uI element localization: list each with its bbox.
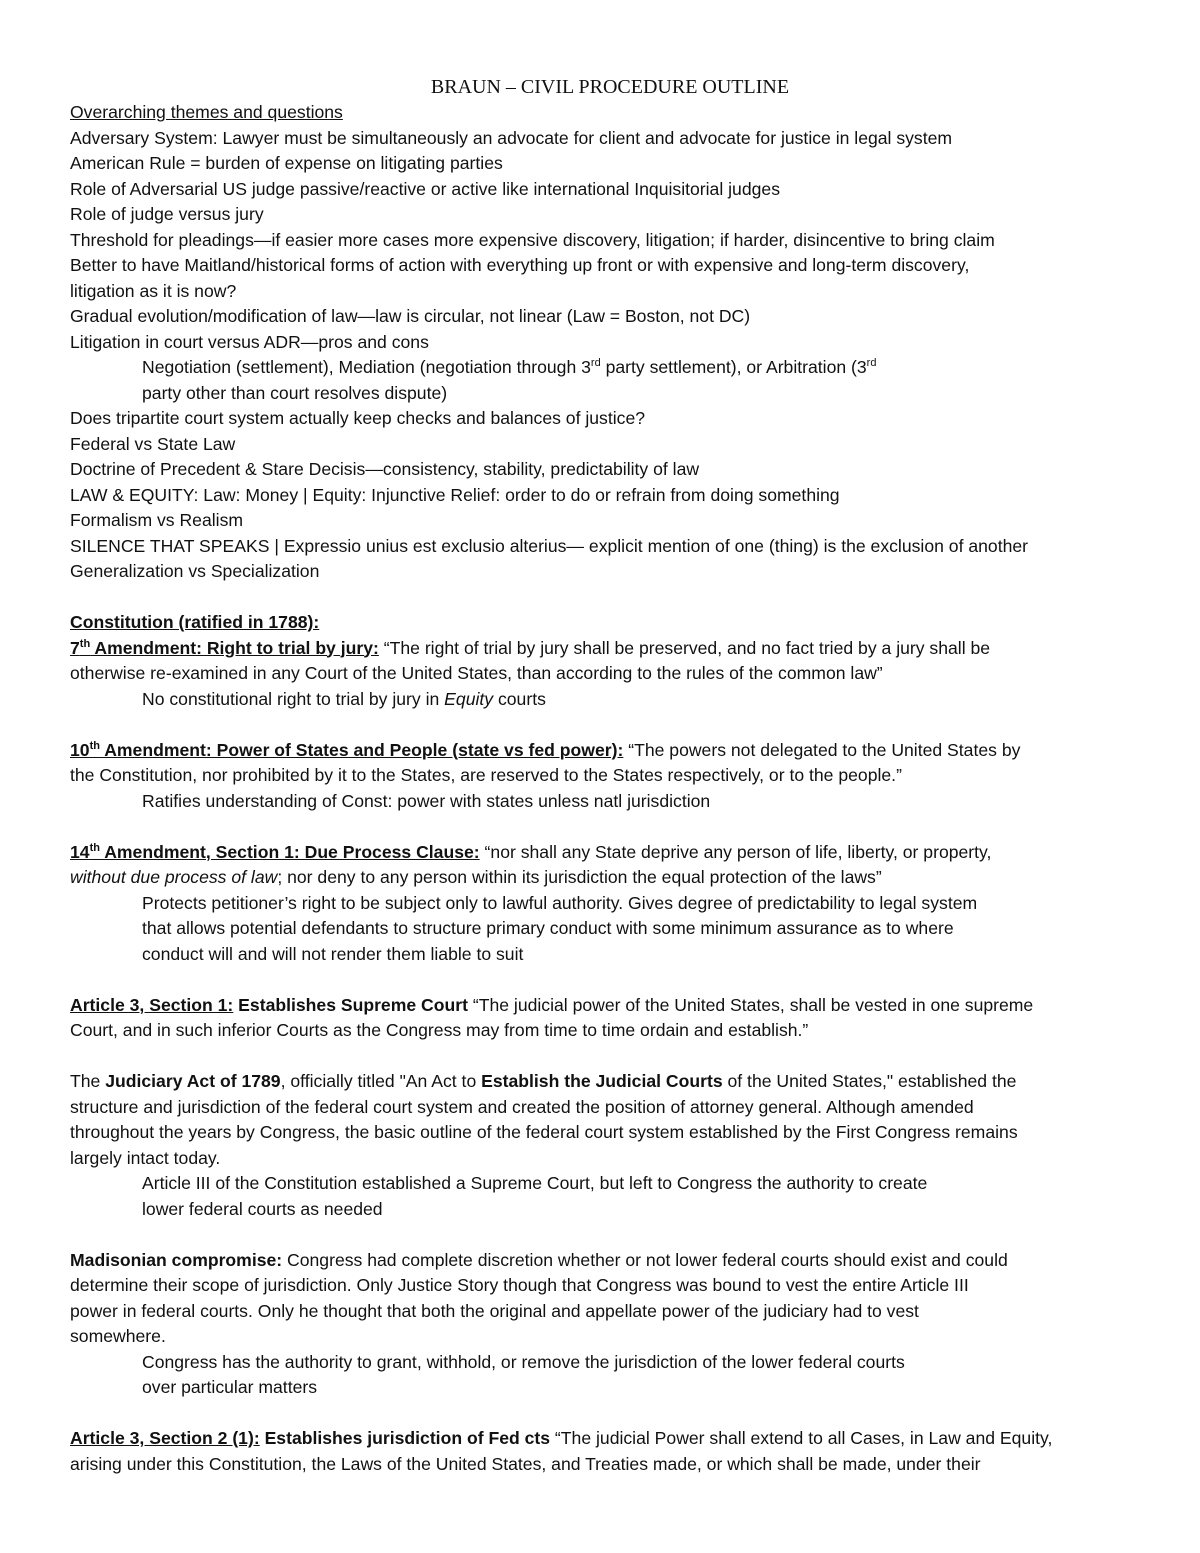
amendment-7-label [70, 638, 379, 658]
superscript: th [89, 739, 100, 752]
text-run: of the United States," established the [722, 1071, 1017, 1091]
bold-text: Establishes jurisdiction of Fed cts [259, 1428, 551, 1448]
text-run: ; nor deny to any person within its jurisdiction the equal protection of the laws” [277, 867, 882, 887]
ordinal-number: 7 [70, 637, 80, 658]
theme-line: LAW & EQUITY: Law: Money | Equity: Injunctive Relief: order to do or refrain from doing something [70, 484, 840, 505]
madisonian-note: Congress has the authority to grant, withhold, or remove the jurisdiction of the lower federal courts [142, 1351, 905, 1372]
madisonian-label: Madisonian compromise: [70, 1249, 283, 1270]
theme-indented-line: party other than court resolves dispute) [142, 382, 448, 403]
label-text: Amendment, Section 1: Due Process Clause: [99, 841, 480, 862]
theme-line: Federal vs State Law [70, 433, 236, 454]
spacer [70, 712, 1140, 738]
madisonian-note: over particular matters [142, 1377, 318, 1397]
theme-indented-line [70, 355, 1140, 381]
theme-line: SILENCE THAT SPEAKS | Expressio unius est exclusio alterius— explicit mention of one (thing) is the exclusion of another [70, 535, 1029, 556]
spacer [70, 1044, 1140, 1070]
spacer [70, 585, 1140, 611]
bold-text: Judiciary Act of 1789 [105, 1071, 281, 1091]
judiciary-act-line: largely intact today. [70, 1147, 221, 1168]
text-run: “The powers not delegated to the United States by [623, 739, 1021, 760]
article-3-section-1-label: Article 3, Section 1: [70, 994, 234, 1015]
text-run: “nor shall any State deprive any person of life, liberty, or property, [479, 841, 992, 862]
judiciary-act [70, 1069, 1140, 1095]
amendment-14-note: Protects petitioner’s right to be subject only to lawful authority. Gives degree of predictability to legal system [142, 892, 978, 913]
amendment-10-label [70, 740, 623, 760]
superscript: th [79, 637, 91, 650]
superscript: rd [590, 357, 601, 370]
theme-line: Litigation in court versus ADR—pros and cons [70, 331, 429, 352]
bold-text: Establish the Judicial Courts [481, 1071, 723, 1091]
amendment-7-line: otherwise re-examined in any Court of the United States, than according to the rules of the common law” [70, 663, 883, 683]
madisonian-line: power in federal courts. Only he thought that both the original and appellate power of the judiciary had to vest [70, 1300, 919, 1321]
text-run: Negotiation (settlement), Mediation (negotiation through 3 [142, 357, 591, 377]
article-3-section-1 [70, 993, 1140, 1019]
theme-line: Threshold for pleadings—if easier more cases more expensive discovery, litigation; if harder, disincentive to bring claim [70, 229, 995, 250]
theme-line: American Rule = burden of expense on litigating parties [70, 153, 503, 173]
spacer [70, 1222, 1140, 1248]
theme-line: Does tripartite court system actually keep checks and balances of justice? [70, 408, 646, 428]
judiciary-act-line: structure and jurisdiction of the federal court system and created the position of attorney general. Although amended [70, 1096, 974, 1117]
amendment-14-note: that allows potential defendants to structure primary conduct with some minimum assurance as to where [142, 918, 954, 938]
spacer [70, 1401, 1140, 1427]
theme-line: Gradual evolution/modification of law—law is circular, not linear (Law = Boston, not DC) [70, 306, 751, 326]
italic-text: without due process of law [70, 867, 278, 887]
judiciary-act-line: throughout the years by Congress, the basic outline of the federal court system established by the First Congress remains [70, 1122, 1018, 1142]
madisonian-line: somewhere. [70, 1326, 166, 1346]
theme-line: Doctrine of Precedent & Stare Decisis—consistency, stability, predictability of law [70, 459, 700, 479]
text-run: party settlement), or Arbitration (3 [600, 357, 867, 377]
theme-line: Adversary System: Lawyer must be simultaneously an advocate for client and advocate for justice in legal system [70, 127, 953, 148]
ordinal-number: 14 [70, 841, 90, 862]
madisonian-line: determine their scope of jurisdiction. Only Justice Story though that Congress was bound to vest the entire Article III [70, 1275, 969, 1295]
theme-line: Generalization vs Specialization [70, 561, 320, 581]
article-3-section-2 [70, 1426, 1140, 1452]
theme-line: Formalism vs Realism [70, 510, 244, 530]
text-run: Congress had complete discretion whether or not lower federal courts should exist and could [282, 1249, 1008, 1270]
amendment-14-line [70, 865, 1140, 891]
superscript: th [89, 841, 100, 854]
superscript: rd [866, 357, 877, 370]
amendment-14-note: conduct will and will not render them liable to suit [142, 943, 524, 964]
amendment-14-label [70, 842, 480, 862]
theme-line: Better to have Maitland/historical forms of action with everything up front or with expensive and long-term discovery, [70, 255, 970, 275]
ordinal-number: 10 [70, 739, 90, 760]
theme-line: Role of judge versus jury [70, 204, 264, 224]
theme-line: Role of Adversarial US judge passive/reactive or active like international Inquisitorial judges [70, 178, 780, 199]
spacer [70, 967, 1140, 993]
madisonian-compromise [70, 1248, 1140, 1274]
text-run: courts [493, 688, 546, 709]
article-3-section-2-line: arising under this Constitution, the Laws of the United States, and Treaties made, or which shall be made, under their [70, 1453, 981, 1474]
article-3-section-1-line: Court, and in such inferior Courts as the Congress may from time to time ordain and establish.” [70, 1020, 809, 1040]
amendment-7 [70, 636, 1140, 662]
amendment-7-note [70, 687, 1140, 713]
label-text: Amendment: Right to trial by jury: [90, 637, 379, 658]
label-text: Amendment: Power of States and People (state vs fed power): [99, 739, 624, 760]
text-run: , officially titled "An Act to [280, 1071, 482, 1091]
document-title: BRAUN – CIVIL PROCEDURE OUTLINE [430, 76, 790, 98]
amendment-10-note: Ratifies understanding of Const: power with states unless natl jurisdiction [142, 790, 711, 811]
bold-text: Establishes Supreme Court [233, 994, 468, 1015]
judiciary-act-note: lower federal courts as needed [142, 1198, 383, 1219]
amendment-14 [70, 840, 1140, 866]
amendment-10-line: the Constitution, nor prohibited by it to the States, are reserved to the States respectively, or to the people.” [70, 765, 902, 785]
spacer [70, 814, 1140, 840]
amendment-10 [70, 738, 1140, 764]
italic-text: Equity [444, 688, 494, 709]
text-run: “The right of trial by jury shall be preserved, and no fact tried by a jury shall be [378, 637, 991, 658]
judiciary-act-note: Article III of the Constitution established a Supreme Court, but left to Congress the authority to create [142, 1173, 928, 1193]
text-run: “The judicial Power shall extend to all Cases, in Law and Equity, [550, 1428, 1053, 1448]
text-run: “The judicial power of the United States, shall be vested in one supreme [467, 994, 1034, 1015]
text-run: No constitutional right to trial by jury in [142, 688, 445, 709]
themes-heading: Overarching themes and questions [70, 102, 343, 122]
constitution-heading: Constitution (ratified in 1788): [70, 612, 320, 632]
text-run: The [70, 1071, 106, 1091]
theme-line: litigation as it is now? [70, 280, 237, 301]
article-3-section-2-label: Article 3, Section 2 (1): [70, 1428, 260, 1448]
